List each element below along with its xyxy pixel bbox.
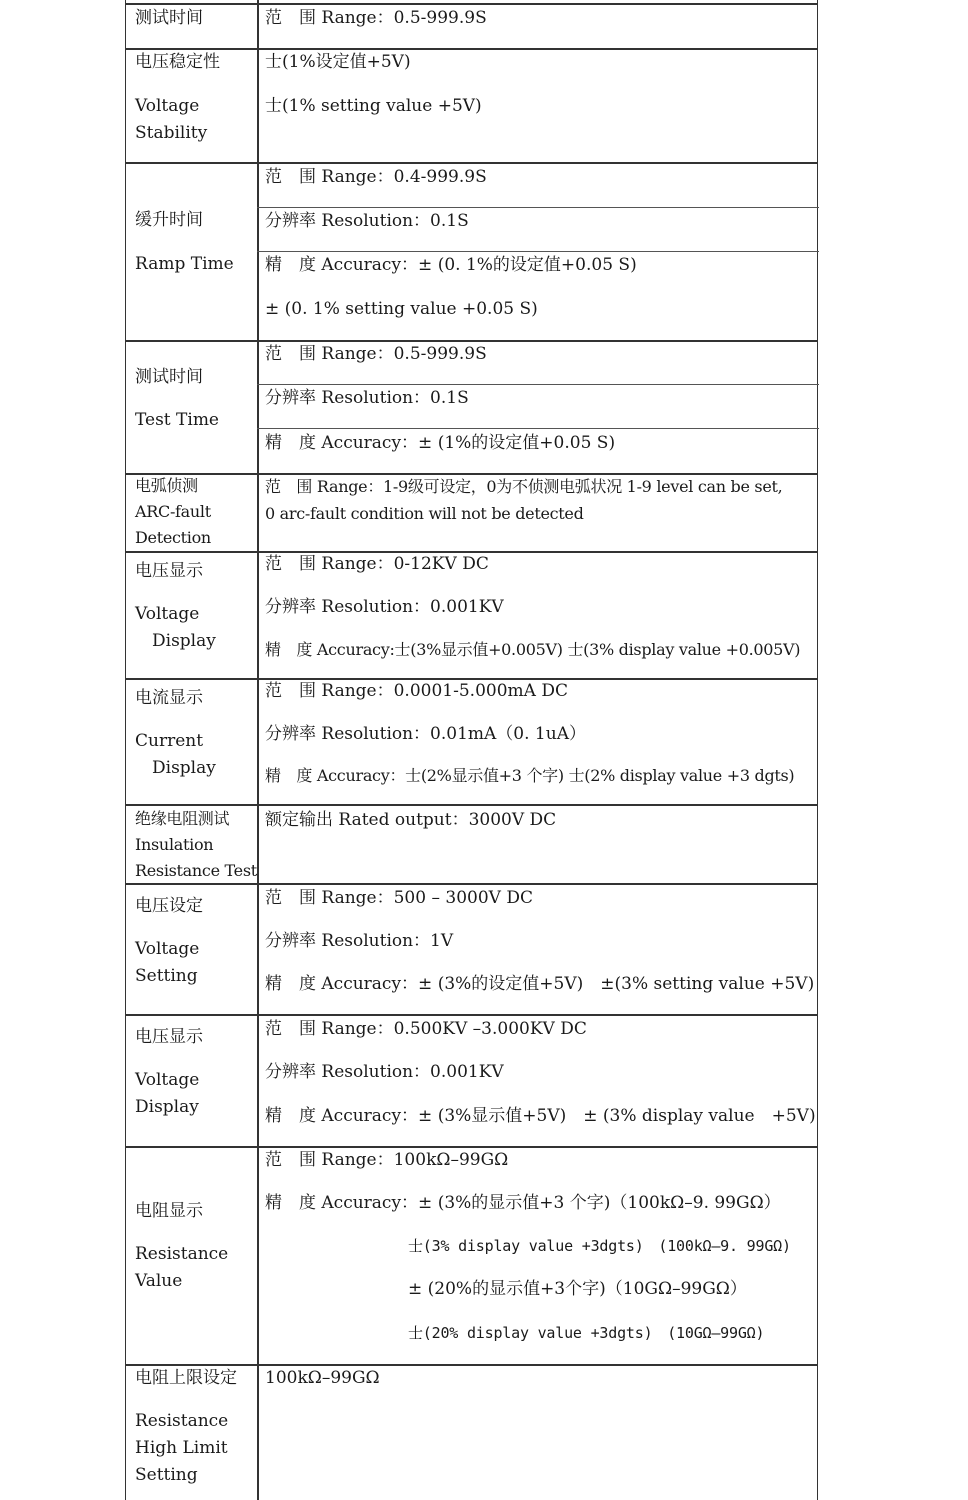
spec-value: 士(1%设定值+5V) [265,52,411,72]
row-border [126,804,817,806]
spec-resolution: 分辨率 Resolution：0.1S [265,211,469,231]
spec-resolution: 分辨率 Resolution：0.1S [265,388,469,408]
row-label-en: Resistance [135,1244,229,1264]
spec-table [125,0,818,1500]
row-label-cn: 电压稳定性 [135,52,220,72]
spec-accuracy: ± (20%的显示值+3个字)（10GΩ–99GΩ） [408,1279,747,1299]
row-label-en: Detection [135,528,211,547]
row-border [126,1146,817,1148]
spec-range: 范 围 Range：0.0001-5.000mA DC [265,681,568,701]
spec-accuracy: 精 度 Accuracy：± (3%显示值+5V) ± (3% display value +5V) [265,1106,816,1126]
row-label-en: Voltage [135,1070,200,1090]
row-label-en: Voltage [135,96,200,116]
spec-accuracy: 精 度 Accuracy：士(2%显示值+3 个字) 士(2% display value +3 dgts) [265,766,795,785]
spec-value: 士(1% setting value +5V) [265,96,482,116]
spec-resolution: 分辨率 Resolution：1V [265,931,454,951]
row-border [126,473,817,475]
row-label-en: Voltage [135,939,200,959]
row-label-cn: 电压显示 [135,1027,203,1047]
row-label-en: Insulation [135,835,214,854]
spec-value: 0 arc-fault condition will not be detected [265,504,584,523]
spec-accuracy: 精 度 Accuracy：± (3%的设定值+5V) ±(3% setting value +5V) [265,974,815,994]
row-label-cn: 电压设定 [135,896,203,916]
row-label-en: Value [135,1271,183,1291]
row-label-en: Setting [135,966,198,986]
row-label-en: Display [135,1097,199,1117]
row-border [126,162,817,164]
subrow-border [257,428,819,429]
subrow-border [257,384,819,385]
spec-range: 范 围 Range：100kΩ–99GΩ [265,1150,509,1170]
row-label-en: Setting [135,1465,198,1485]
row-label-en: Current [135,731,204,751]
row-label-en: Stability [135,123,208,143]
spec-range: 范 围 Range：1-9级可设定，0为不侦测电弧状况 1-9 level can be set, [265,477,783,496]
row-label-cn: 缓升时间 [135,210,203,230]
spec-accuracy: 精 度 Accuracy:士(3%显示值+0.005V) 士(3% display value +0.005V) [265,640,801,659]
spec-range: 范 围 Range：0-12KV DC [265,554,489,574]
row-label-cn: 测试时间 [135,367,203,387]
spec-range: 范 围 Range：500 – 3000V DC [265,888,533,908]
spec-range: 范 围 Range：0.5-999.9S [265,344,487,364]
spec-resolution: 分辨率 Resolution：0.001KV [265,597,504,617]
row-label-en: Voltage [135,604,200,624]
row-label-en: ARC-fault [135,502,211,521]
row-label-en: Display [152,631,216,651]
row-label-en: Display [152,758,216,778]
spec-accuracy: 精 度 Accuracy：± (0. 1%的设定值+0.05 S) [265,255,637,275]
row-label-en: Resistance Test [135,861,257,880]
row-border [126,1364,817,1366]
spec-resolution: 分辨率 Resolution：0.01mA（0. 1uA） [265,724,586,744]
row-border [126,883,817,885]
row-label-cn: 电阻显示 [135,1201,203,1221]
row-border [126,340,817,342]
column-divider [257,0,259,1500]
row-label-cn: 电阻上限设定 [135,1368,237,1388]
spec-rated-output: 额定输出 Rated output：3000V DC [265,810,557,830]
spec-accuracy-en: 士(3% display value +3dgts) (100kΩ–9. 99GΩ) [408,1237,791,1255]
subrow-border [257,251,819,252]
spec-accuracy: 精 度 Accuracy：± (1%的设定值+0.05 S) [265,433,616,453]
row-label-cn: 电压显示 [135,561,203,581]
row-label-en: Resistance [135,1411,229,1431]
row-border [126,48,817,50]
row-label-cn: 电弧侦测 [135,476,198,495]
row-label-cn: 绝缘电阻测试 [135,809,230,828]
spec-accuracy-en: ± (0. 1% setting value +0.05 S) [265,299,538,319]
spec-range: 范 围 Range：0.500KV –3.000KV DC [265,1019,587,1039]
spec-accuracy-en: 士(20% display value +3dgts) (10GΩ–99GΩ) [408,1324,765,1342]
row-border [126,3,817,5]
row-label-cn: 测试时间 [135,8,203,28]
row-border [126,678,817,680]
subrow-border [257,207,819,208]
spec-value: 100kΩ–99GΩ [265,1368,380,1388]
spec-resolution: 分辨率 Resolution：0.001KV [265,1062,504,1082]
row-label-en: High Limit [135,1438,228,1458]
spec-accuracy: 精 度 Accuracy：± (3%的显示值+3 个字)（100kΩ–9. 99GΩ） [265,1193,781,1213]
spec-range: 范 围 Range：0.5-999.9S [265,8,487,28]
spec-range: 范 围 Range：0.4-999.9S [265,167,487,187]
row-border [126,1014,817,1016]
row-label-cn: 电流显示 [135,688,203,708]
row-border [126,551,817,553]
row-label-en: Ramp Time [135,254,234,274]
row-label-en: Test Time [135,410,219,430]
